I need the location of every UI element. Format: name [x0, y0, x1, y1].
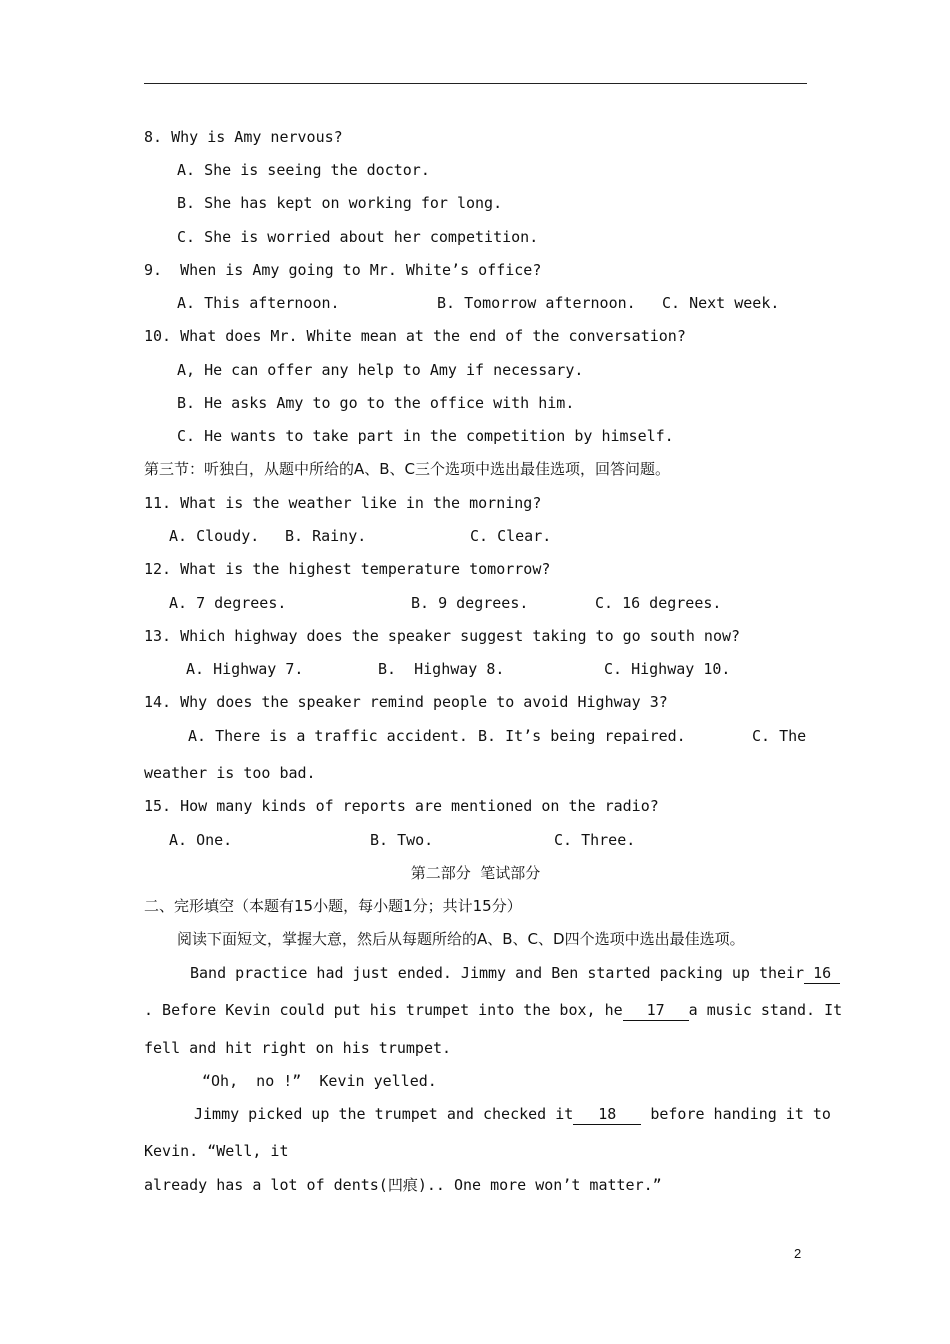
passage-text: . Before Kevin could put his trumpet into the box, he: [144, 1001, 623, 1019]
q15-stem: 15. How many kinds of reports are mentioned on the radio?: [144, 797, 659, 815]
q12-option-c: C. 16 degrees.: [595, 594, 722, 612]
q10-option-b: B. He asks Amy to go to the office with him.: [177, 394, 575, 412]
q8-option-b: B. She has kept on working for long.: [177, 194, 503, 212]
q11-option-c: C. Clear.: [470, 527, 552, 545]
passage-text: Band practice had just ended. Jimmy and Ben started packing up their: [190, 964, 805, 982]
passage-line-2: [144, 1000, 842, 1021]
passage-line-1: [190, 963, 840, 984]
q11-option-b: B. Rainy.: [285, 527, 367, 545]
q11-stem: 11. What is the weather like in the morning?: [144, 494, 542, 512]
blank-18: 18: [573, 1104, 641, 1125]
q14-stem: 14. Why does the speaker remind people to avoid Highway 3?: [144, 693, 668, 711]
passage-text: a music stand. It: [688, 1001, 843, 1019]
q15-option-b: B. Two.: [370, 831, 434, 849]
q12-option-b: B. 9 degrees.: [411, 594, 529, 612]
cloze-instructions: 阅读下面短文，掌握大意，然后从每题所给的A、B、C、D四个选项中选出最佳选项。: [177, 930, 745, 948]
q10-option-c: C. He wants to take part in the competition by himself.: [177, 427, 674, 445]
part2-title: 第二部分 笔试部分: [410, 864, 541, 882]
q14-option-c-continued: weather is too bad.: [144, 764, 316, 782]
q13-stem: 13. Which highway does the speaker suggest taking to go south now?: [144, 627, 741, 645]
header-rule: [144, 83, 807, 84]
passage-line-5: [194, 1104, 831, 1125]
passage-text: before handing it to: [641, 1105, 831, 1123]
passage-line-6: Kevin. “Well, it: [144, 1142, 289, 1160]
q13-option-b: B. Highway 8.: [378, 660, 505, 678]
passage-line-3: fell and hit right on his trumpet.: [144, 1039, 452, 1057]
q11-option-a: A. Cloudy.: [169, 527, 260, 545]
q12-stem: 12. What is the highest temperature tomorrow?: [144, 560, 551, 578]
q9-option-a: A. This afternoon.: [177, 294, 340, 312]
q8-option-c: C. She is worried about her competition.: [177, 228, 539, 246]
q9-option-c: C. Next week.: [662, 294, 780, 312]
passage-line-7: already has a lot of dents(凹痕).. One more won’t matter.”: [144, 1176, 662, 1194]
q9-option-b: B. Tomorrow afternoon.: [437, 294, 636, 312]
passage-line-4: “Oh, no !” Kevin yelled.: [202, 1072, 437, 1090]
q10-option-a: A, He can offer any help to Amy if necessary.: [177, 361, 584, 379]
q14-option-a: A. There is a traffic accident.: [188, 727, 468, 745]
q9-stem: 9. When is Amy going to Mr. White’s office?: [144, 261, 542, 279]
section3-instructions: 第三节：听独白，从题中所给的A、B、C三个选项中选出最佳选项，回答问题。: [144, 460, 671, 478]
q14-option-c: C. The: [752, 727, 807, 745]
q13-option-a: A. Highway 7.: [186, 660, 304, 678]
q12-option-a: A. 7 degrees.: [169, 594, 287, 612]
q8-option-a: A. She is seeing the doctor.: [177, 161, 430, 179]
q10-stem: 10. What does Mr. White mean at the end of the conversation?: [144, 327, 686, 345]
q8-stem: 8. Why is Amy nervous?: [144, 128, 343, 146]
blank-17: 17: [623, 1000, 689, 1021]
q15-option-a: A. One.: [169, 831, 233, 849]
blank-16: 16: [804, 963, 840, 984]
q13-option-c: C. Highway 10.: [604, 660, 731, 678]
q15-option-c: C. Three.: [554, 831, 636, 849]
cloze-header: 二、完形填空（本题有15小题，每小题1分；共计15分）: [144, 897, 522, 915]
q14-option-b: B. It’s being repaired.: [478, 727, 686, 745]
passage-text: Jimmy picked up the trumpet and checked it: [194, 1105, 574, 1123]
page-number: 2: [794, 1246, 802, 1261]
